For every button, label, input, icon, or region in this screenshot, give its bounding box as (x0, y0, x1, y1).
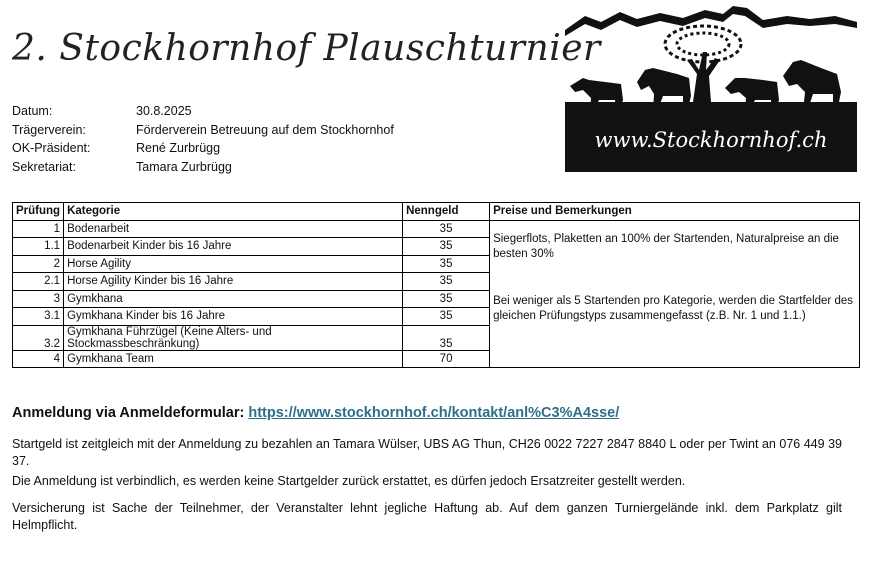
row-fee: 35 (403, 325, 490, 350)
row-category: Gymkhana (64, 290, 403, 308)
row-category: Gymkhana Kinder bis 16 Jahre (64, 308, 403, 326)
info-row-president (12, 141, 394, 160)
binding-paragraph: Die Anmeldung ist verbindlich, es werden keine Startgelder zurück erstattet, es dürfen jedoch Ersatzreiter gestellt werden. (12, 474, 686, 488)
remarks-prizes: Siegerflots, Plaketten an 100% der Startenden, Naturalpreise an die besten 30% (493, 232, 839, 261)
header-pruefung: Prüfung (13, 203, 64, 221)
info-label: Trägerverein: (12, 122, 86, 137)
row-fee: 35 (403, 290, 490, 308)
row-number: 1 (13, 220, 64, 238)
row-fee: 35 (403, 273, 490, 291)
info-value: 30.8.2025 (136, 104, 192, 118)
row-number: 3.2 (13, 325, 64, 350)
row-category: Gymkhana Führzügel (Keine Alters- und Stockmassbeschränkung) (64, 325, 403, 350)
info-row-date (12, 104, 394, 123)
info-value: Tamara Zurbrügg (136, 159, 232, 174)
info-row-association (12, 123, 394, 142)
row-category: Bodenarbeit (64, 220, 403, 238)
info-value: Förderverein Betreuung auf dem Stockhornhof (136, 122, 394, 137)
event-info (12, 104, 394, 178)
row-number: 4 (13, 350, 64, 368)
info-value: René Zurbrügg (136, 141, 221, 155)
row-number: 3 (13, 290, 64, 308)
registration-line (12, 405, 619, 421)
info-label: OK-Präsident: (12, 141, 91, 155)
horses-silhouette-logo-icon (565, 4, 857, 172)
insurance-paragraph: Versicherung ist Sache der Teilnehmer, der Veranstalter lehnt jegliche Haftung ab. Auf dem ganzen Turniergelände inkl. dem Parkplatz gilt Helmpflicht. (12, 501, 842, 532)
header-kategorie: Kategorie (64, 203, 403, 221)
row-category: Horse Agility Kinder bis 16 Jahre (64, 273, 403, 291)
info-row-secretariat (12, 160, 394, 179)
row-number: 2.1 (13, 273, 64, 291)
row-category: Horse Agility (64, 255, 403, 273)
row-fee: 70 (403, 350, 490, 368)
remarks-cell (490, 220, 860, 368)
row-number: 3.1 (13, 308, 64, 326)
row-category: Bodenarbeit Kinder bis 16 Jahre (64, 238, 403, 256)
row-fee: 35 (403, 255, 490, 273)
row-fee: 35 (403, 238, 490, 256)
header-preise: Preise und Bemerkungen (490, 203, 860, 221)
row-number: 2 (13, 255, 64, 273)
table-header-row (13, 203, 860, 221)
row-category: Gymkhana Team (64, 350, 403, 368)
logo-url: www.Stockhornhof.ch (594, 128, 828, 152)
table-row (13, 220, 860, 238)
payment-paragraph: Startgeld ist zeitgleich mit der Anmeldung zu bezahlen an Tamara Wülser, UBS AG Thun, CH26 0022 7227 2847 8840 L oder per Twint an 076 449 39 37. (12, 437, 842, 468)
header-nenngeld: Nenngeld (403, 203, 490, 221)
row-fee: 35 (403, 220, 490, 238)
info-label: Sekretariat: (12, 159, 76, 174)
page-title: 2. Stockhornhof Plauschturnier (12, 28, 601, 69)
info-label: Datum: (12, 104, 53, 118)
registration-link[interactable]: https://www.stockhornhof.ch/kontakt/anl%C3%A4sse/ (248, 405, 620, 421)
remarks-merge: Bei weniger als 5 Startenden pro Kategorie, werden die Startfelder des gleichen Prüfungstyps zusammengefasst (z.B. Nr. 1 und 1.1.) (493, 294, 853, 323)
registration-label: Anmeldung via Anmeldeformular: (12, 405, 245, 421)
events-table (12, 202, 860, 368)
row-number: 1.1 (13, 238, 64, 256)
row-fee: 35 (403, 308, 490, 326)
